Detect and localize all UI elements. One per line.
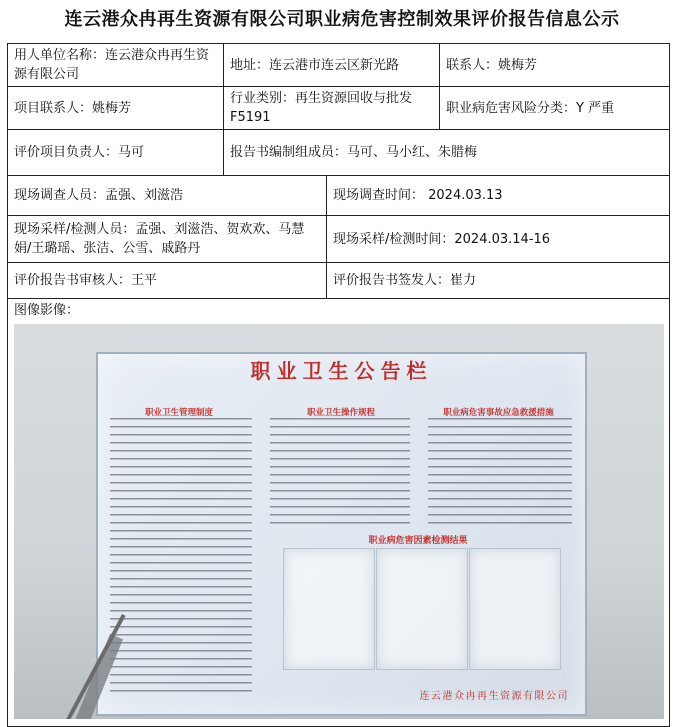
photo-cell [8,299,670,727]
page-title: 连云港众冉再生资源有限公司职业病危害控制效果评价报告信息公示 [64,9,620,30]
text-block-left [110,418,252,698]
col-head-operation: 职业卫生操作规程 [306,408,375,418]
table-row [8,216,670,263]
board-footer: 连云港众冉再生资源有限公司 [419,691,569,702]
compilers-cell: 报告书编制组成员：马可、马小红、朱腊梅 [224,130,670,176]
industry-cell: 行业类别：再生资源回收与批发F5191 [224,87,440,130]
table-row [8,44,670,87]
risk-class-cell: 职业病危害风险分类：Y 严重 [440,87,670,130]
employer-cell: 用人单位名称：连云港众冉再生资源有限公司 [8,44,224,87]
reviewer-cell: 评价报告书审核人：王平 [8,263,327,299]
sampling-staff-cell: 现场采样/检测人员：孟强、刘滋浩、贺欢欢、马慧娟/王璐瑶、张洁、公雪、戚路丹 [8,216,327,263]
issuer-cell: 评价报告书签发人：崔力 [327,263,670,299]
images-label: 图像影像： [14,303,80,318]
col-head-emergency: 职业病危害事故应急救援措施 [443,408,554,418]
sampling-time-cell: 现场采样/检测时间：2024.03.14-16 [327,216,670,263]
table-row [8,263,670,299]
board-title: 职业卫生公告栏 [250,359,433,383]
table-row [8,87,670,130]
document-pocket [376,548,468,670]
project-contact-cell: 项目联系人：姚梅芳 [8,87,224,130]
col-head-management: 职业卫生管理制度 [144,408,213,418]
contact-cell: 联系人：姚梅芳 [440,44,670,87]
document-pocket [283,548,375,670]
text-block-middle [270,418,410,526]
bulletin-board [96,352,587,716]
survey-staff-cell: 现场调查人员：孟强、刘滋浩 [8,176,327,216]
table-row [8,176,670,216]
survey-time-cell: 现场调查时间： 2024.03.13 [327,176,670,216]
text-block-right [428,418,572,526]
bulletin-photo [14,324,664,719]
table-row [8,130,670,176]
address-cell: 地址：连云港市连云区新光路 [224,44,440,87]
table-row [8,299,670,727]
eval-lead-cell: 评价项目负责人：马可 [8,130,224,176]
info-table [7,43,670,727]
results-head: 职业病危害因素检测结果 [368,536,468,546]
document-pocket [469,548,561,670]
